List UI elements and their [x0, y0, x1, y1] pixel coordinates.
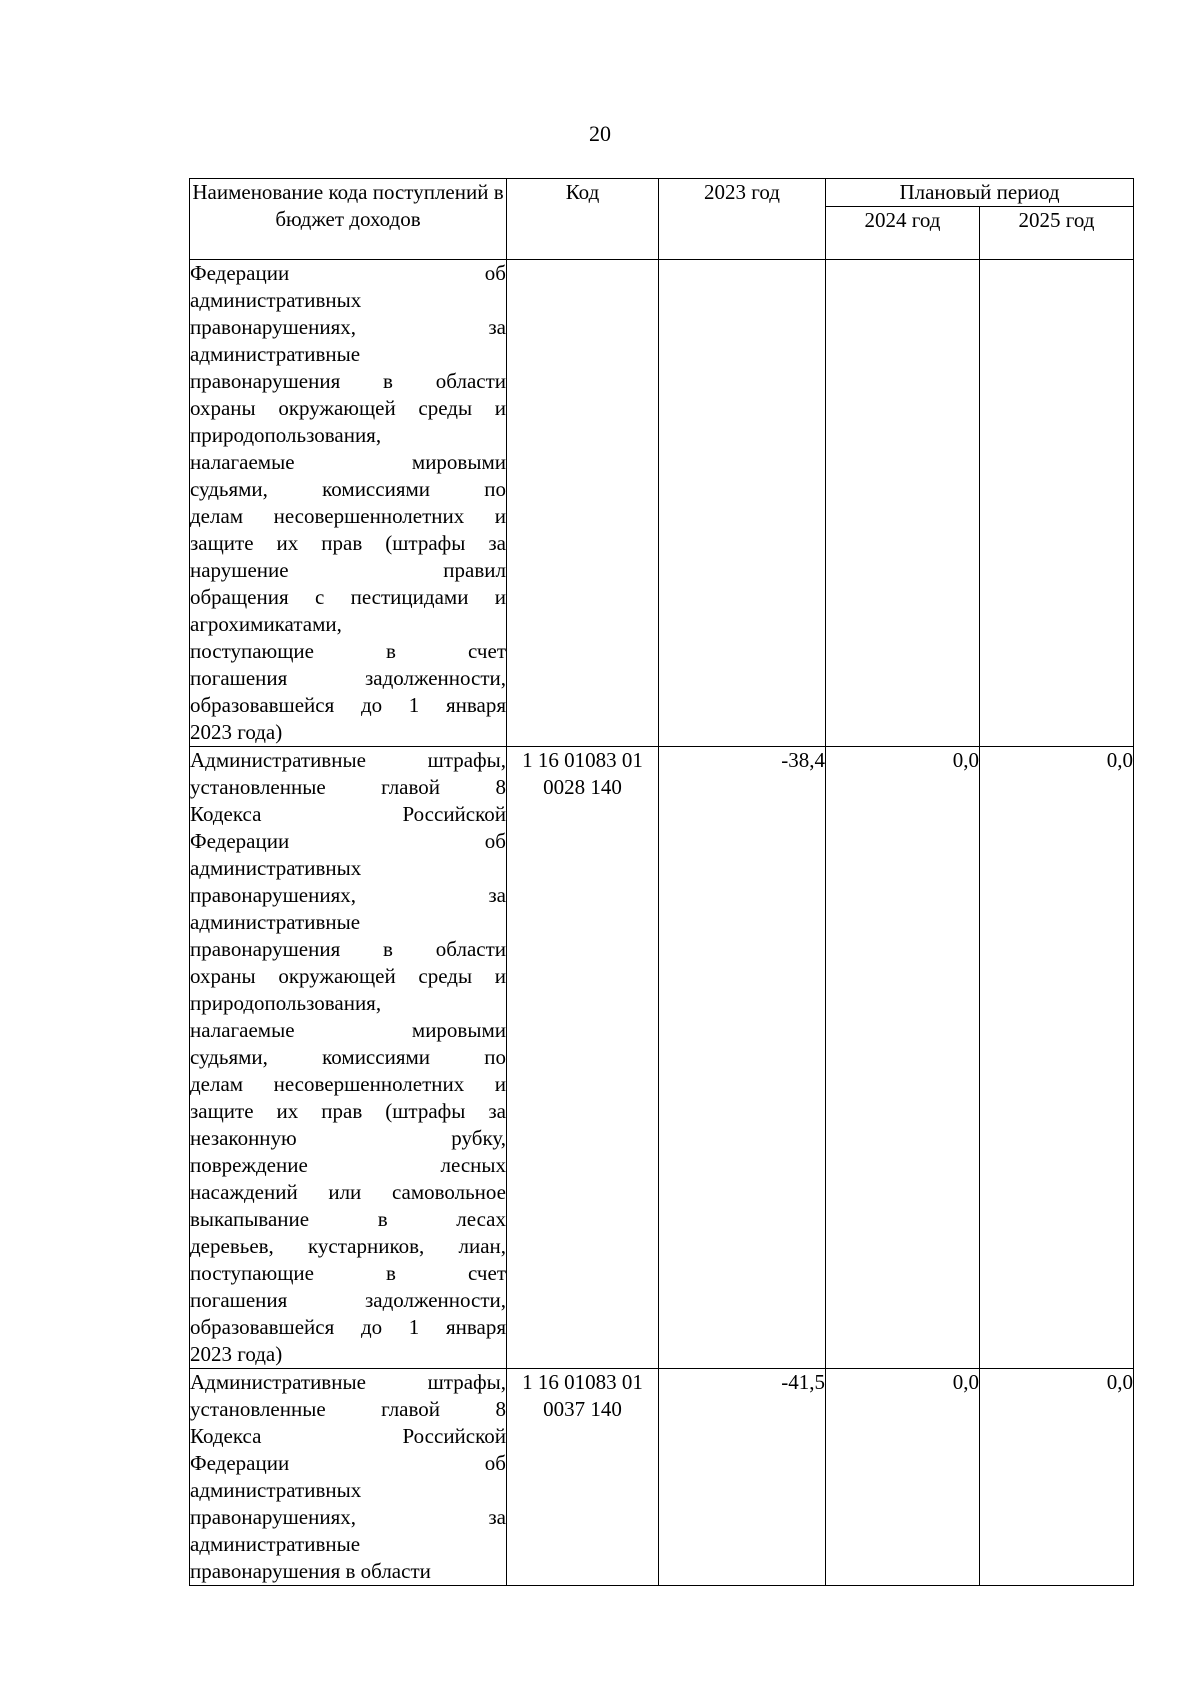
header-planned-period: Плановый период	[826, 179, 1134, 207]
name-line: судьями, комиссиями по	[190, 1045, 506, 1069]
name-line: защите их прав (штрафы за	[190, 531, 506, 555]
name-line: 2023 года)	[190, 720, 283, 744]
name-line: административные	[190, 1532, 361, 1556]
row-code-cell	[507, 260, 659, 747]
name-line: правонарушениях, за	[190, 883, 506, 907]
name-line: повреждение лесных	[190, 1153, 506, 1177]
name-line: выкапывание в лесах	[190, 1207, 506, 1231]
name-line: поступающие в счет	[190, 1261, 506, 1285]
row-name-cell	[190, 747, 507, 1369]
row-2024-cell	[826, 260, 980, 747]
row-2025-cell: 0,0	[980, 747, 1134, 1369]
name-line: поступающие в счет	[190, 639, 506, 663]
name-line: установленные главой 8	[190, 1397, 506, 1421]
name-line: административных	[190, 1478, 362, 1502]
budget-revenue-table	[189, 178, 1134, 1586]
name-line: обращения с пестицидами и	[190, 585, 506, 609]
name-line: Административные штрафы,	[190, 1370, 506, 1394]
row-code-cell: 1 16 01083 01 0028 140	[507, 747, 659, 1369]
name-line: Федерации об	[190, 829, 506, 853]
name-line: налагаемые мировыми	[190, 450, 506, 474]
header-2024: 2024 год	[826, 207, 980, 260]
name-line: правонарушениях, за	[190, 1505, 506, 1529]
name-line: административные	[190, 342, 361, 366]
header-2023: 2023 год	[659, 179, 826, 260]
row-2023-cell: -38,4	[659, 747, 826, 1369]
name-line: установленные главой 8	[190, 775, 506, 799]
name-line: административных	[190, 288, 362, 312]
page-number: 20	[589, 121, 611, 146]
name-line: делам несовершеннолетних и	[190, 1072, 506, 1096]
name-line: 2023 года)	[190, 1342, 283, 1366]
name-line: охраны окружающей среды и	[190, 396, 506, 420]
name-line: административные	[190, 910, 361, 934]
name-line: погашения задолженности,	[190, 1288, 506, 1312]
row-2025-cell: 0,0	[980, 1369, 1134, 1586]
row-2025-cell	[980, 260, 1134, 747]
row-2023-cell	[659, 260, 826, 747]
name-line: делам несовершеннолетних и	[190, 504, 506, 528]
header-code: Код	[507, 179, 659, 260]
name-line: правонарушения в области	[190, 937, 506, 961]
name-line: налагаемые мировыми	[190, 1018, 506, 1042]
table-row	[190, 260, 1134, 747]
name-line: образовавшейся до 1 января	[190, 693, 506, 717]
name-line: Федерации об	[190, 261, 506, 285]
name-line: природопользования,	[190, 991, 382, 1015]
name-line: правонарушения в области	[190, 1559, 431, 1583]
name-line: образовавшейся до 1 января	[190, 1315, 506, 1339]
name-line: Федерации об	[190, 1451, 506, 1475]
header-name: Наименование кода поступлений в бюджет доходов	[190, 179, 507, 260]
name-line: нарушение правил	[190, 558, 506, 582]
row-name-cell	[190, 260, 507, 747]
table-row	[190, 1369, 1134, 1586]
name-line: незаконную рубку,	[190, 1126, 506, 1150]
name-line: Кодекса Российской	[190, 802, 506, 826]
name-line: природопользования,	[190, 423, 382, 447]
name-line: правонарушениях, за	[190, 315, 506, 339]
row-2024-cell: 0,0	[826, 747, 980, 1369]
name-line: погашения задолженности,	[190, 666, 506, 690]
row-code-cell: 1 16 01083 01 0037 140	[507, 1369, 659, 1586]
row-2024-cell: 0,0	[826, 1369, 980, 1586]
row-2023-cell: -41,5	[659, 1369, 826, 1586]
name-line: агрохимикатами,	[190, 612, 342, 636]
name-line: охраны окружающей среды и	[190, 964, 506, 988]
header-2025: 2025 год	[980, 207, 1134, 260]
name-line: судьями, комиссиями по	[190, 477, 506, 501]
name-line: Кодекса Российской	[190, 1424, 506, 1448]
name-line: насаждений или самовольное	[190, 1180, 506, 1204]
name-line: правонарушения в области	[190, 369, 506, 393]
row-name-cell	[190, 1369, 507, 1586]
name-line: деревьев, кустарников, лиан,	[190, 1234, 506, 1258]
name-line: административных	[190, 856, 362, 880]
table-body	[190, 260, 1134, 1586]
table-row	[190, 747, 1134, 1369]
name-line: защите их прав (штрафы за	[190, 1099, 506, 1123]
name-line: Административные штрафы,	[190, 748, 506, 772]
